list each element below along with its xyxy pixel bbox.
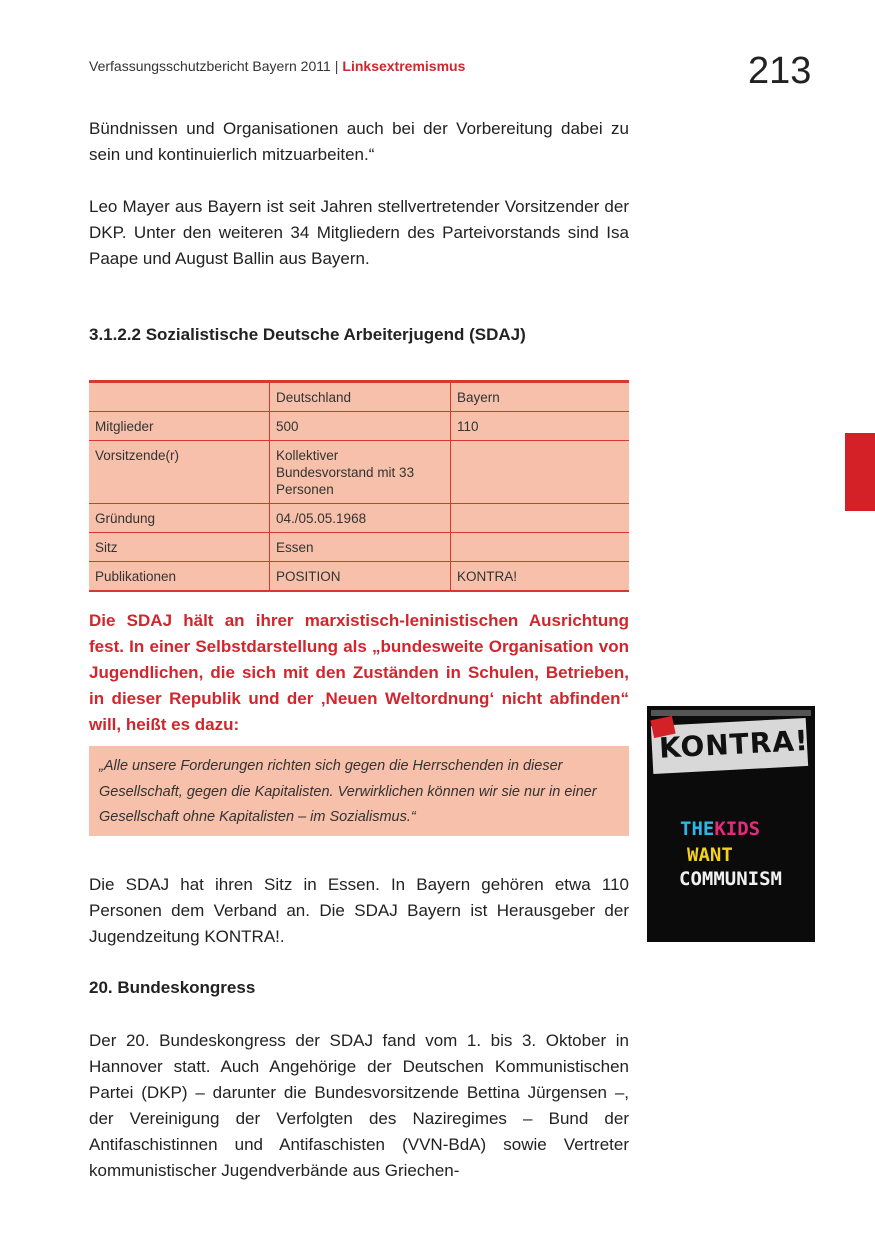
table-cell: Publikationen (89, 562, 270, 592)
table-cell: KONTRA! (451, 562, 630, 592)
table-cell: Kollektiver Bundesvorstand mit 33 Personen (270, 441, 451, 504)
cover-slogan-line1 (680, 818, 760, 840)
cover-footer-col (703, 918, 759, 925)
highlight-paragraph: Die SDAJ hält an ihrer marxistisch-leninistischen Ausrichtung fest. In einer Selbstdarstellung als „bundesweite Organisation von Jugendlichen, die sich mit den Zuständen in Schulen, Betrieben, in dieser Republik und der ‚Neuen Weltordnung‘ nicht abfinden“ will, heißt es dazu: (89, 611, 629, 734)
paragraph-sitz: Die SDAJ hat ihren Sitz in Essen. In Bayern gehören etwa 110 Personen dem Verband an. Die SDAJ Bayern ist Herausgeber der Jugendzeitung KONTRA!. (89, 875, 629, 946)
table-cell: Mitglieder (89, 412, 270, 441)
section-heading-bundeskongress: 20. Bundeskongress (89, 978, 256, 997)
quote-box: „Alle unsere Forderungen richten sich gegen die Herrschenden in dieser Gesellschaft, gegen die Kapitalisten. Verwirklichen können wir sie nur in einer Gesellschaft ohne Kapitalisten – im Sozialismus.“ (89, 746, 629, 836)
report-title: Verfassungsschutzbericht Bayern 2011 (89, 58, 331, 74)
cover-footer-col (647, 918, 703, 925)
table-row (89, 504, 629, 533)
paragraph-bundeskongress: Der 20. Bundeskongress der SDAJ fand vom 1. bis 3. Oktober in Hannover statt. Auch Angehörige der Deutschen Kommunistischen Partei (DKP) – darunter die Bundesvorsitzende Bettina Jürgensen –, der Vereinigung der Verfolgten des Naziregimes – Bund der Antifaschistinnen und Antifaschisten (VVN-BdA) sowie Vertreter kommunistischer Jugendverbände aus Griechen- (89, 1031, 629, 1180)
table-cell: 110 (451, 412, 630, 441)
cover-word-the: THE (680, 818, 715, 840)
header-separator: | (334, 58, 339, 74)
facts-table (89, 380, 629, 592)
table-header-cell: Bayern (451, 382, 630, 412)
running-header (89, 58, 465, 74)
table-cell (451, 441, 630, 504)
table-cell: Vorsitzende(r) (89, 441, 270, 504)
table-row (89, 441, 629, 504)
table-cell: Gründung (89, 504, 270, 533)
cover-word-kids: KIDS (714, 818, 761, 840)
section-heading-sdaj: 3.1.2.2 Sozialistische Deutsche Arbeiterjugend (SDAJ) (89, 325, 526, 344)
table-cell (451, 504, 630, 533)
page-number: 213 (748, 50, 812, 92)
table-header-row (89, 382, 629, 412)
cover-slogan-line2: WANT (687, 844, 733, 866)
table-row (89, 562, 629, 592)
table-cell: 500 (270, 412, 451, 441)
paragraph-continuation: Bündnissen und Organisationen auch bei der Vorbereitung dabei zu sein und kontinuierlich mitzuarbeiten.“ (89, 119, 629, 164)
cover-slogan-line3: COMMUNISM (679, 868, 782, 890)
paragraph-leo-mayer: Leo Mayer aus Bayern ist seit Jahren stellvertretender Vorsitzender der DKP. Unter den weiteren 34 Mitgliedern des Parteivorstands sind Isa Paape und August Ballin aus Bayern. (89, 197, 629, 268)
cover-logo: KONTRA! (658, 723, 810, 765)
chapter-tab-marker (845, 433, 875, 511)
table-cell: Essen (270, 533, 451, 562)
table-cell (451, 533, 630, 562)
table-cell: 04./05.05.1968 (270, 504, 451, 533)
table-row (89, 412, 629, 441)
cover-top-strip (651, 710, 811, 716)
kontra-cover-image (647, 706, 815, 942)
section-title: Linksextremismus (342, 58, 466, 74)
cover-footer-col (759, 918, 815, 925)
table-cell: Sitz (89, 533, 270, 562)
table-header-cell (89, 382, 270, 412)
cover-footer-strip (647, 918, 815, 925)
table-row (89, 533, 629, 562)
table-header-cell: Deutschland (270, 382, 451, 412)
table-cell: POSITION (270, 562, 451, 592)
